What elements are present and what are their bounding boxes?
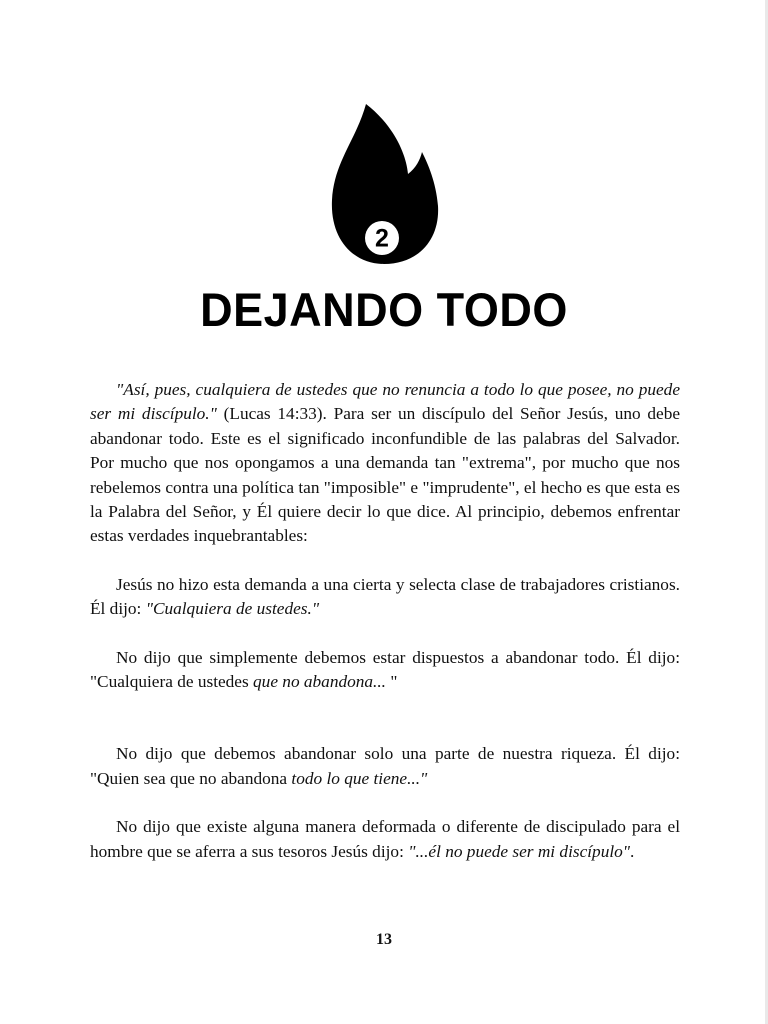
emphasis-quote: "Cualquiera de ustedes."	[145, 599, 320, 619]
paragraph-text: Jesús no hizo esta demanda a una cierta y selecta clase de trabajadores cristianos. Él dijo:	[90, 574, 680, 619]
paragraph	[90, 742, 680, 791]
emphasis-quote: todo lo que tiene..."	[291, 768, 428, 788]
paragraph-text: No dijo que simplemente debemos estar dispuestos a abandonar todo. Él dijo: "Cualquiera de ustedes	[90, 647, 680, 692]
chapter-emblem	[326, 100, 444, 266]
paragraph	[90, 646, 680, 695]
page-number: 13	[376, 931, 392, 948]
paragraph	[90, 573, 680, 622]
scripture-quote: "Así, pues, cualquiera de ustedes que no renuncia a todo lo que posee, no puede ser mi discípulo."	[90, 380, 680, 424]
paragraph	[90, 815, 680, 864]
paragraph-tail: "	[386, 672, 398, 692]
paragraph-tail: .	[630, 841, 635, 861]
paragraph-text: No dijo que debemos abandonar solo una parte de nuestra riqueza. Él dijo: "Quien sea que no abandona	[90, 744, 680, 788]
emphasis-quote: que no abandona...	[253, 672, 386, 692]
paragraph-text: (Lucas 14:33). Para ser un discípulo del Señor Jesús, uno debe abandonar todo. Este es el significado inconfundible de las palabras del Salvador. Por mucho que nos opongamos a una demanda tan "extrema", por mucho que nos rebelemos contra una política tan "imposible" e "imprudente", el hecho es que esta es la Palabra del Señor, y Él quiere decir lo que dice. Al principio, debemos enfrentar estas verdades inquebrantables:	[90, 404, 680, 546]
emphasis-quote: "...él no puede ser mi discípulo"	[408, 841, 631, 861]
chapter-number: 2	[375, 224, 389, 253]
paragraph	[90, 378, 680, 549]
flame-icon	[326, 100, 444, 266]
paragraph-text: No dijo que existe alguna manera deformada o diferente de discipulado para el hombre que se aferra a sus tesoros Jesús dijo:	[90, 817, 680, 861]
chapter-title: DEJANDO TODO	[200, 282, 568, 337]
chapter-body	[90, 378, 680, 864]
